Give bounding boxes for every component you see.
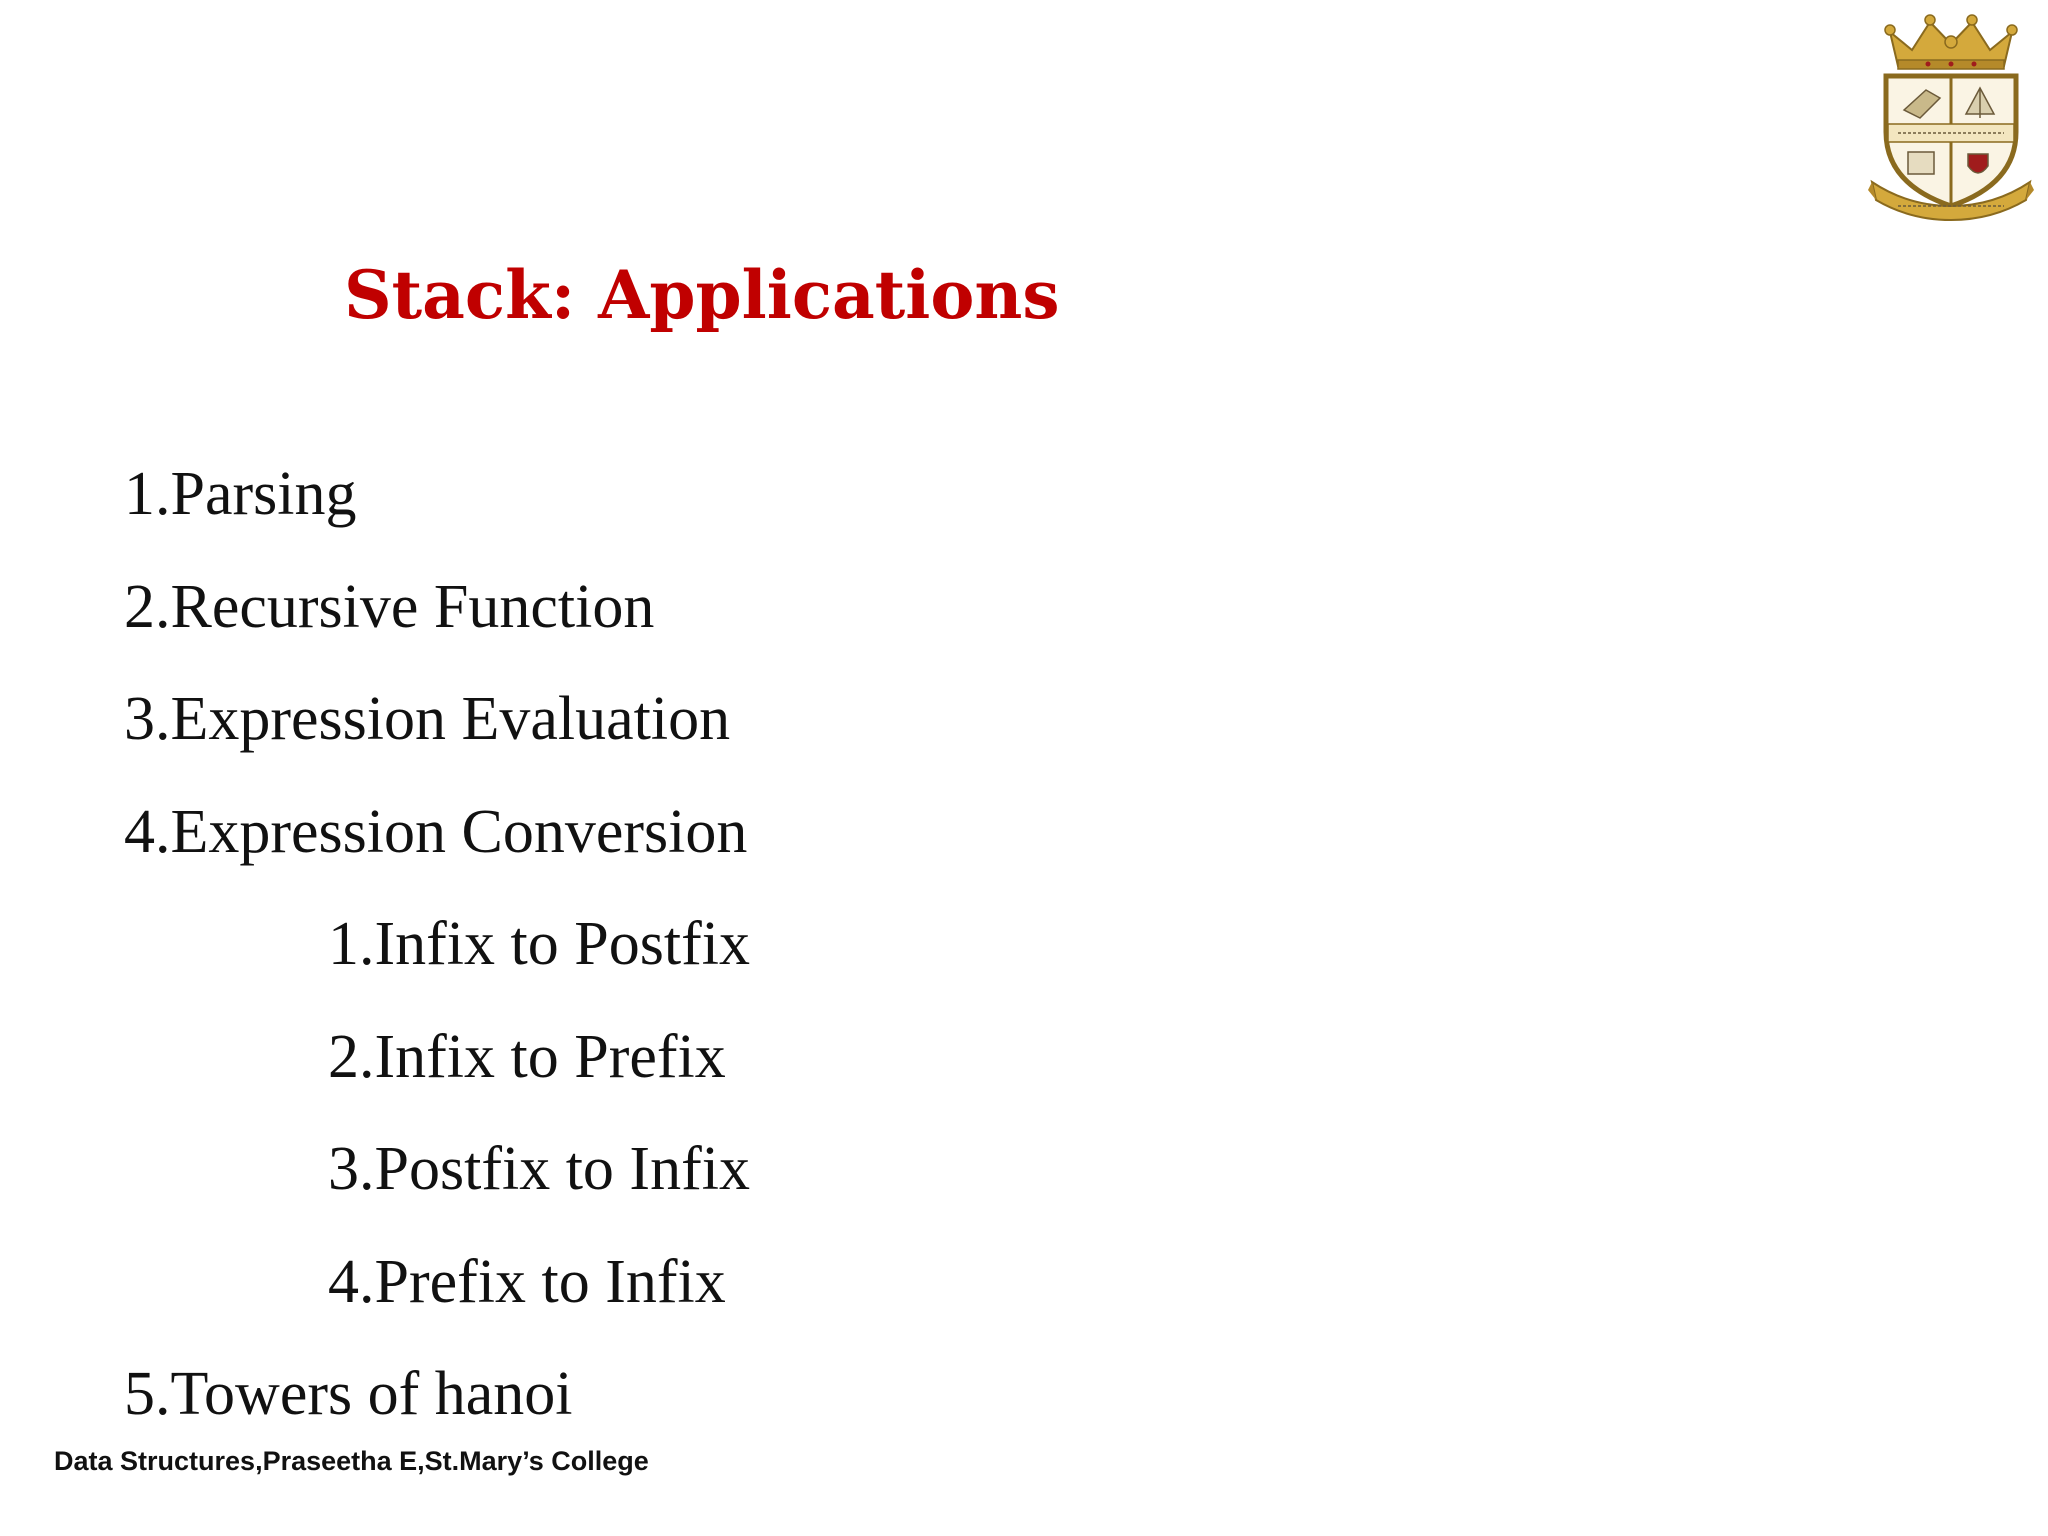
- slide-title: Stack: Applications: [344, 256, 1060, 334]
- list-item: 4.Expression Conversion: [124, 798, 748, 866]
- crown-icon: [1885, 15, 2017, 69]
- sub-list-item: 3.Postfix to Infix: [328, 1135, 750, 1203]
- sub-list-item: 2.Infix to Prefix: [328, 1023, 726, 1091]
- sub-list-item: 4.Prefix to Infix: [328, 1248, 726, 1316]
- list-item: 5.Towers of hanoi: [124, 1360, 573, 1428]
- shield-icon: [1886, 76, 2016, 206]
- slide-footer: Data Structures,Praseetha E,St.Mary’s College: [54, 1446, 649, 1476]
- list-item: 1.Parsing: [124, 460, 357, 528]
- sub-list-item: 1.Infix to Postfix: [328, 910, 750, 978]
- college-crest-icon: [1868, 14, 2034, 222]
- list-item: 2.Recursive Function: [124, 573, 655, 641]
- list-item: 3.Expression Evaluation: [124, 685, 731, 753]
